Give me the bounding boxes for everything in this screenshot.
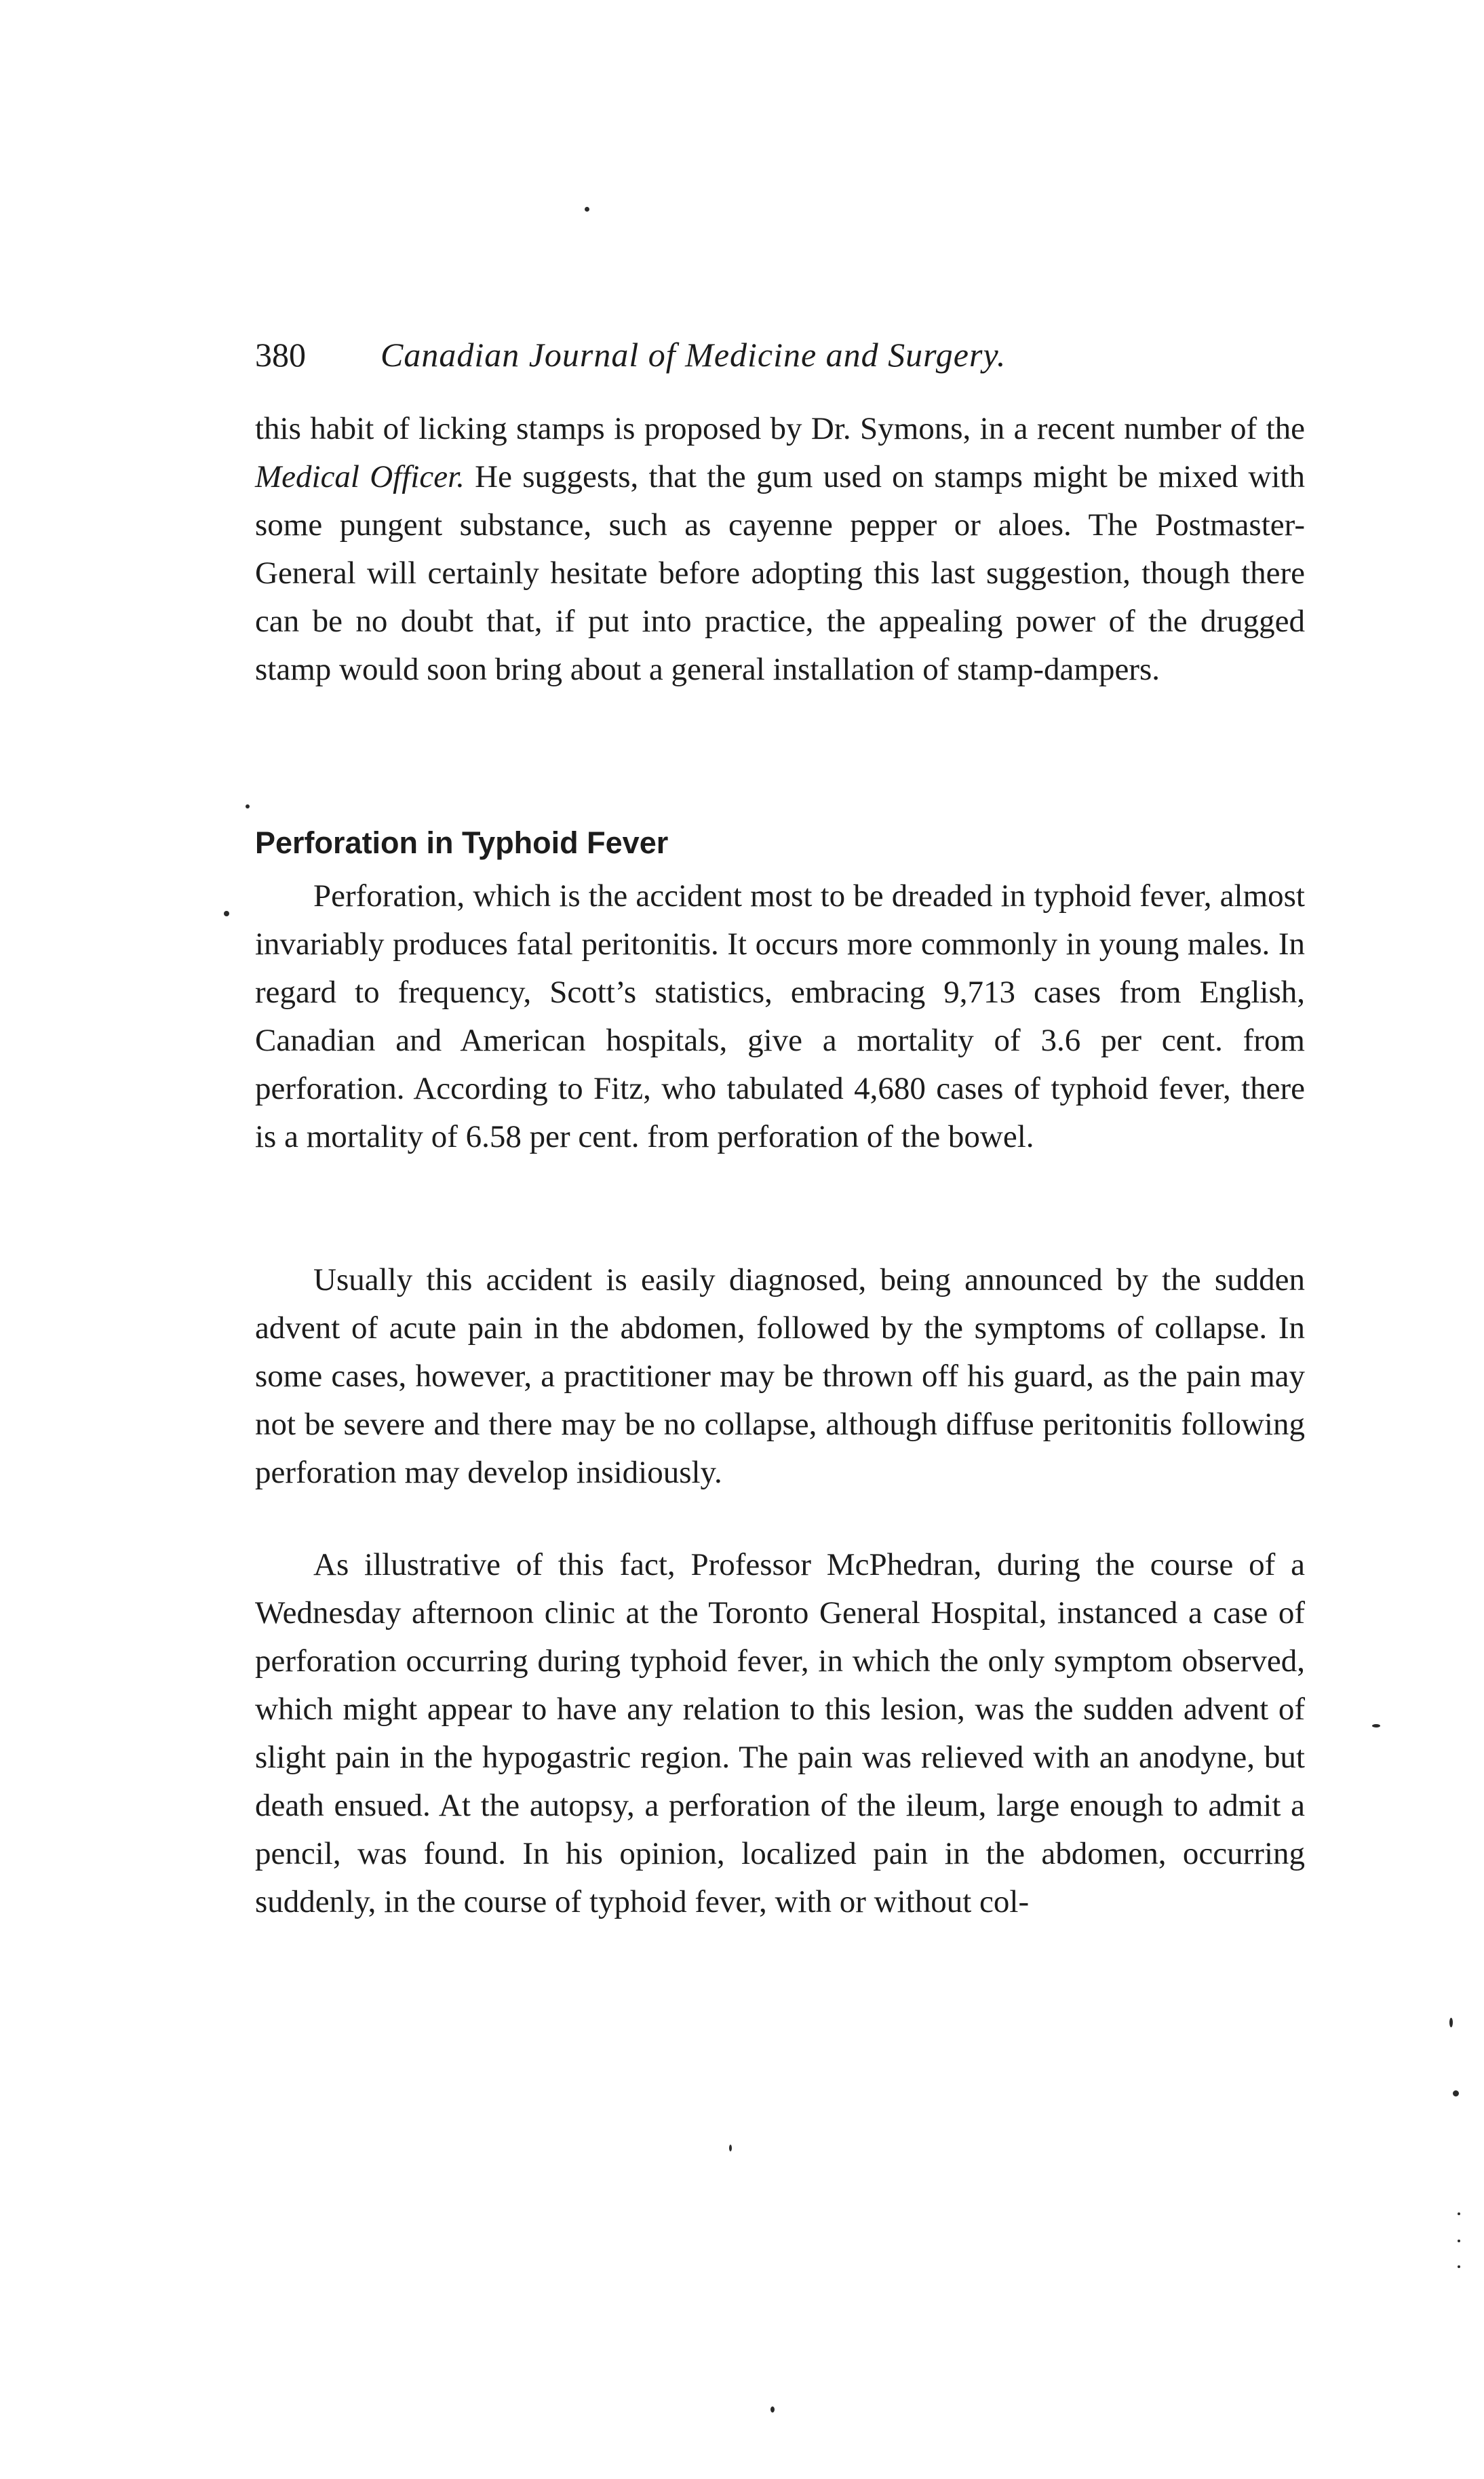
scan-speck [585,207,589,212]
paragraph-perforation-intro [255,872,1305,1161]
paragraph-text-continued: He suggests, that the gum used on stamps might be mixed with some pungent substance, such as cayenne pepper or aloes. The Postmaster-General will certainly hesitate before adopting this last suggestion, though there can be no doubt that, if put into practice, the appealing power of the drugged stamp would soon bring about a general installation of stamp-dampers. [255,459,1305,687]
scan-speck [1372,1724,1380,1728]
scan-speck [224,911,229,916]
paragraph-stamps [255,405,1305,694]
scan-speck [1458,2265,1460,2268]
page-header [255,324,1313,385]
paragraph-text: As illustrative of this fact, Professor McPhedran, during the course of a Wednesday afternoon clinic at the Toronto General Hospital, instanced a case of perforation occurring during typhoid fever, in which the only symptom observed, which might appear to have any relation to this lesion, was the sudden advent of slight pain in the hypogastric region. The pain was relieved with an anodyne, but death ensued. At the autopsy, a perforation of the ileum, large enough to admit a pencil, was found. In his opinion, localized pain in the abdomen, occurring suddenly, in the course of typhoid fever, with or without col- [255,1547,1305,1919]
paragraph-mcphedran-case [255,1541,1305,1926]
paragraph-diagnosis [255,1256,1305,1497]
scan-speck [1458,2212,1460,2215]
scan-speck [729,2145,732,2151]
scan-speck [246,804,250,808]
scan-speck [770,2406,775,2413]
scan-speck [1449,2018,1453,2027]
scan-speck [1458,2240,1460,2242]
paragraph-text: Perforation, which is the accident most to be dreaded in typhoid fever, almost invariably produces fatal peritonitis. It occurs more commonly in young males. In regard to frequency, Scott’s statistics, embracing 9,713 cases from English, Canadian and American hospitals, give a mortality of 3.6 per cent. from perforation. According to Fitz, who tabulated 4,680 cases of typhoid fever, there is a mortality of 6.58 per cent. from perforation of the bowel. [255,878,1305,1154]
scan-speck [1453,2090,1459,2096]
page-number: 380 [255,336,306,374]
running-title: Canadian Journal of Medicine and Surgery. [380,336,1007,374]
paragraph-text: this habit of licking stamps is proposed by Dr. Symons, in a recent number of the [255,411,1305,446]
section-heading: Perforation in Typhoid Fever [255,825,669,860]
paragraph-text: Usually this accident is easily diagnosed, being announced by the sudden advent of acute pain in the abdomen, followed by the symptoms of collapse. In some cases, however, a practitioner may be thrown off his guard, as the pain may not be severe and there may be no collapse, although diffuse peritonitis following perforation may develop insidiously. [255,1262,1305,1490]
journal-name-italic: Medical Officer. [255,459,465,494]
